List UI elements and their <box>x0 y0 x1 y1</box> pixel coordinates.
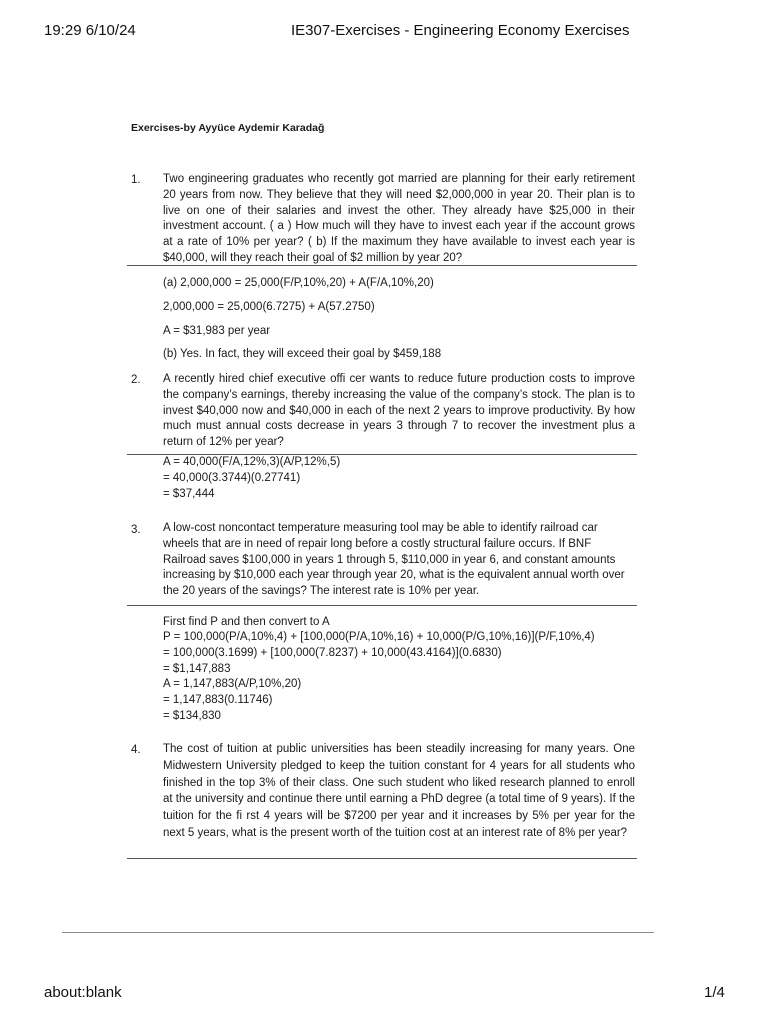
print-page-number: 1/4 <box>704 984 725 1001</box>
divider <box>127 858 637 859</box>
q1-answer-line: A = $31,983 per year <box>163 325 271 337</box>
print-page-title: IE307-Exercises - Engineering Economy Exercises <box>291 22 630 39</box>
divider <box>127 265 637 266</box>
q1-answer-line: (b) Yes. In fact, they will exceed their goal by $459,188 <box>163 348 442 360</box>
question-1-text: Two engineering graduates who recently got married are planning for their early retirement 20 years from now. They believe that they will need $2,000,000 in year 20. Their plan is to live on one of their salaries and invest the other. They already have $25,000 in their investment account. ( a ) How much will they have to invest each year if the account grows at a rate of 10% per year? ( b) If the maximum they have available to invest each year is $40,000, will they reach their goal of $2 million by year 20? <box>163 173 635 264</box>
question-4-number: 4. <box>131 744 141 756</box>
question-4-text: The cost of tuition at public universities has been steadily increasing for many years. One Midwestern University pledged to keep the tuition constant for 4 years for all students who finished in the top 3% of their class. One such student who liked research planned to enroll at the university and continue there until earning a PhD degree (a total time of 9 years). If the tuition for the fi rst 4 years will be $7200 per year and it increases by 5% per year for the next 5 years, what is the present worth of the tuition cost at an interest rate of 8% per year? <box>163 743 635 839</box>
q3-answer-line: P = 100,000(P/A,10%,4) + [100,000(P/A,10%,16) + 10,000(P/G,10%,16)](P/F,10%,4) <box>163 631 595 643</box>
q2-answer-line: = 40,000(3.3744)(0.27741) <box>163 472 301 484</box>
question-1-number: 1. <box>131 174 141 186</box>
divider <box>127 605 637 606</box>
question-3-text: A low-cost noncontact temperature measuring tool may be able to identify railroad car wheels that are in need of repair long before a costly structural failure occurs. If BNF Railroad saves $100,000 in years 1 through 5, $110,000 in year 6, and constant amounts increasing by $10,000 each year through year 20, what is the equivalent annual worth over the 20 years of the savings? The interest rate is 10% per year. <box>163 522 625 598</box>
print-url: about:blank <box>44 984 122 1001</box>
q2-answer-line: = $37,444 <box>163 488 215 500</box>
q2-answer-line: A = 40,000(F/A,12%,3)(A/P,12%,5) <box>163 456 341 468</box>
print-datetime: 19:29 6/10/24 <box>44 22 136 39</box>
q3-answer-line: = $1,147,883 <box>163 663 231 675</box>
author-line: Exercises-by Ayyüce Aydemir Karadağ <box>131 122 325 134</box>
q3-answer-line: = 1,147,883(0.11746) <box>163 694 273 706</box>
q1-answer-line: 2,000,000 = 25,000(6.7275) + A(57.2750) <box>163 301 375 313</box>
q3-answer-line: First find P and then convert to A <box>163 616 330 628</box>
q3-answer-line: A = 1,147,883(A/P,10%,20) <box>163 678 302 690</box>
q3-answer-line: = $134,830 <box>163 710 221 722</box>
q3-answer-line: = 100,000(3.1699) + [100,000(7.8237) + 10,000(43.4164)](0.6830) <box>163 647 502 659</box>
question-2-text: A recently hired chief executive offi cer wants to reduce future production costs to improve the company’s earnings, thereby increasing the value of the company’s stock. The plan is to invest $40,000 now and $40,000 in each of the next 2 years to improve productivity. By how much must annual costs decrease in years 3 through 7 to recover the investment plus a return of 12% per year? <box>163 373 635 449</box>
question-2-number: 2. <box>131 374 141 386</box>
divider <box>127 454 637 455</box>
footer-divider <box>62 932 654 933</box>
q1-answer-line: (a) 2,000,000 = 25,000(F/P,10%,20) + A(F/A,10%,20) <box>163 277 434 289</box>
question-3-number: 3. <box>131 524 141 536</box>
